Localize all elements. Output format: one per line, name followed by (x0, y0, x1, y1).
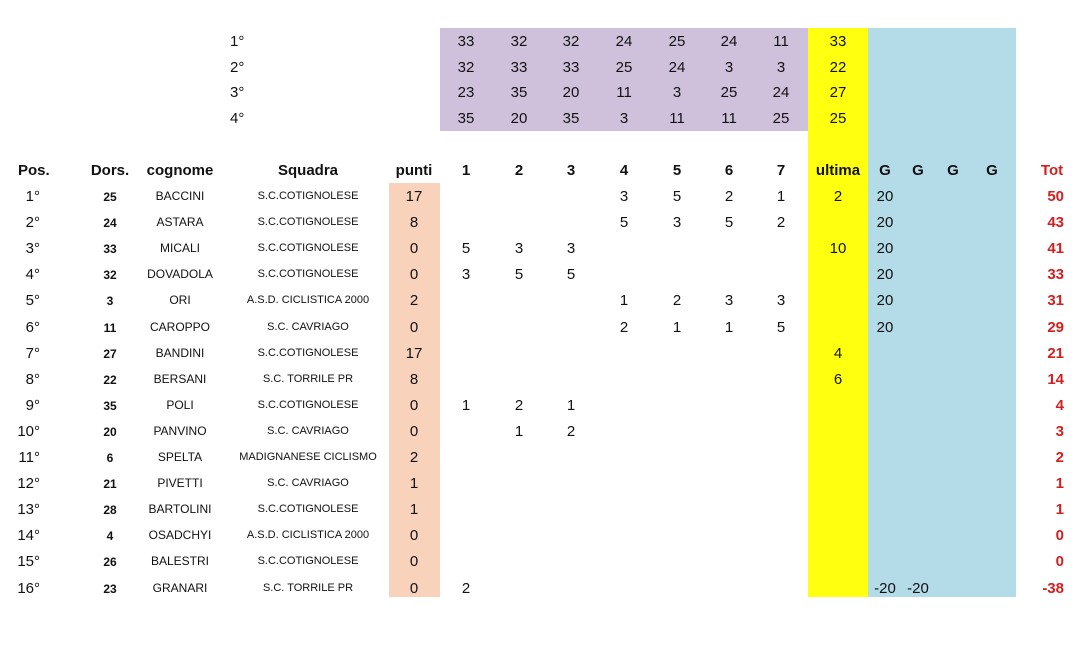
row-dors: 24 (103, 216, 117, 231)
row-punti: 0 (409, 553, 419, 571)
row-tot: 41 (1047, 240, 1064, 258)
top-place-label: 3° (230, 84, 245, 101)
top-sprint-value: 11 (616, 84, 632, 101)
row-sprint-points: 3 (461, 266, 471, 284)
row-g-bonus: 20 (876, 240, 894, 258)
row-dors: 21 (103, 477, 117, 492)
top-sprint-value: 11 (721, 109, 737, 127)
row-sprint-points: 3 (619, 188, 629, 205)
row-sprint-points: 1 (619, 292, 629, 310)
row-tot: 43 (1047, 214, 1064, 232)
row-punti: 1 (409, 501, 419, 519)
row-sprint-points: 1 (672, 318, 682, 336)
row-g-bonus: 20 (876, 188, 894, 205)
top-sprint-value: 32 (457, 58, 475, 76)
bonus-columns-background (868, 28, 1016, 597)
row-sprint-points: 5 (672, 188, 682, 205)
row-pos: 11° (18, 449, 40, 466)
row-cognome: BERSANI (153, 371, 207, 386)
top-ultima-value: 27 (829, 84, 847, 101)
header-sprint: 1 (461, 162, 471, 179)
row-dors: 23 (103, 581, 117, 596)
row-ultima: 2 (833, 188, 843, 205)
row-cognome: BARTOLINI (148, 502, 212, 517)
row-pos: 16° (17, 579, 40, 597)
row-dors: 4 (106, 529, 114, 544)
row-punti: 8 (409, 214, 419, 232)
row-sprint-points: 5 (776, 318, 786, 336)
row-ultima: 4 (833, 344, 843, 362)
top-sprint-value: 3 (672, 84, 682, 101)
row-squadra: S.C.COTIGNOLESE (257, 242, 359, 255)
row-pos: 1° (25, 188, 40, 205)
row-sprint-points: 1 (566, 396, 576, 414)
row-pos: 14° (17, 527, 40, 545)
row-tot: 29 (1047, 318, 1064, 336)
row-punti: 8 (409, 370, 419, 388)
row-sprint-points: 3 (724, 292, 734, 310)
row-cognome: OSADCHYI (148, 528, 212, 543)
row-punti: 2 (409, 292, 419, 310)
row-g-bonus: 20 (876, 214, 894, 232)
header-sprint: 3 (566, 162, 576, 179)
top-sprint-value: 20 (562, 84, 580, 101)
header-sprint: 2 (514, 162, 524, 179)
row-cognome: CAROPPO (149, 319, 211, 334)
row-dors: 32 (103, 268, 117, 283)
row-tot: 2 (1055, 449, 1064, 466)
row-sprint-points: 5 (724, 214, 734, 232)
row-ultima: 6 (833, 370, 843, 388)
top-sprint-value: 3 (724, 58, 734, 76)
header-dors: Dors. (90, 162, 130, 179)
row-cognome: BACCINI (155, 189, 205, 203)
row-squadra: S.C.COTIGNOLESE (257, 346, 359, 359)
row-punti: 0 (409, 240, 419, 258)
header-g: G (986, 162, 998, 179)
top-place-label: 4° (230, 109, 245, 127)
row-tot: 4 (1055, 396, 1064, 414)
row-cognome: POLI (166, 397, 194, 412)
header-g: G (912, 162, 924, 179)
row-sprint-points: 5 (619, 214, 629, 232)
top-ultima-value: 33 (829, 33, 847, 50)
top-sprint-value: 33 (457, 33, 475, 50)
row-dors: 25 (103, 190, 117, 204)
row-sprint-points: 1 (514, 422, 524, 440)
row-sprint-points: 2 (672, 292, 682, 310)
row-punti: 0 (409, 527, 419, 545)
row-sprint-points: 3 (672, 214, 682, 232)
row-squadra: S.C. CAVRIAGO (267, 320, 349, 333)
row-sprint-points: 3 (566, 240, 576, 258)
row-dors: 11 (103, 320, 117, 335)
row-cognome: PIVETTI (157, 476, 203, 491)
row-tot: 0 (1055, 553, 1064, 571)
row-g-bonus: 20 (876, 266, 894, 284)
row-squadra: A.S.D. CICLISTICA 2000 (246, 529, 370, 542)
top-ultima-value: 25 (829, 109, 847, 127)
row-sprint-points: 3 (514, 240, 524, 258)
row-g-bonus: 20 (876, 292, 894, 310)
row-punti: 0 (409, 422, 419, 440)
row-cognome: ORI (169, 293, 191, 308)
top-sprint-value: 33 (562, 58, 580, 76)
row-pos: 10° (17, 422, 40, 440)
top-sprint-value: 32 (562, 33, 580, 50)
header-ultima: ultima (815, 162, 861, 179)
row-squadra: S.C.COTIGNOLESE (257, 216, 359, 229)
row-tot: 50 (1047, 188, 1064, 205)
row-sprint-points: 1 (776, 188, 786, 205)
row-squadra: S.C. CAVRIAGO (267, 477, 349, 490)
row-punti: 17 (405, 344, 423, 362)
top-sprint-value: 20 (510, 109, 528, 127)
row-pos: 4° (25, 266, 40, 284)
top-place-label: 2° (230, 58, 245, 76)
row-dors: 3 (106, 294, 114, 309)
header-cognome: cognome (146, 162, 214, 179)
row-squadra: A.S.D. CICLISTICA 2000 (246, 294, 370, 307)
top-sprint-value: 11 (773, 33, 789, 50)
row-sprint-points: 3 (776, 292, 786, 310)
row-cognome: BALESTRI (150, 554, 210, 569)
top-sprint-value: 11 (669, 109, 685, 127)
top-sprint-value: 25 (720, 84, 738, 101)
header-squadra: Squadra (277, 162, 339, 179)
row-sprint-points: 2 (724, 188, 734, 205)
top-sprint-value: 25 (615, 58, 633, 76)
row-dors: 20 (103, 424, 117, 439)
row-cognome: GRANARI (152, 580, 208, 595)
row-pos: 8° (25, 370, 40, 388)
row-tot: 31 (1047, 292, 1064, 310)
row-punti: 0 (409, 579, 419, 597)
top-place-label: 1° (230, 33, 245, 50)
top-sprint-value: 23 (457, 84, 475, 101)
row-pos: 12° (17, 475, 40, 493)
row-tot: -38 (1042, 579, 1064, 597)
row-tot: 3 (1055, 422, 1064, 440)
top-sprint-value: 35 (562, 109, 580, 127)
top-sprint-value: 3 (776, 58, 786, 76)
row-sprint-points: 2 (461, 579, 471, 597)
row-sprint-points: 5 (566, 266, 576, 284)
top-sprint-value: 33 (510, 58, 528, 76)
header-g: G (879, 162, 891, 179)
row-sprint-points: 1 (724, 318, 734, 336)
header-punti: punti (395, 162, 433, 179)
row-cognome: ASTARA (156, 215, 204, 230)
row-pos: 15° (17, 553, 40, 571)
row-tot: 1 (1055, 501, 1064, 519)
row-punti: 17 (405, 188, 423, 205)
row-dors: 6 (106, 451, 114, 465)
row-squadra: S.C. CAVRIAGO (267, 424, 349, 437)
row-dors: 22 (103, 372, 117, 387)
row-pos: 2° (25, 214, 40, 232)
row-tot: 0 (1055, 527, 1064, 545)
header-g: G (947, 162, 959, 179)
row-sprint-points: 2 (566, 422, 576, 440)
top-sprint-value: 25 (668, 33, 686, 50)
top-sprint-value: 24 (772, 84, 790, 101)
top-sprint-value: 24 (720, 33, 738, 50)
row-pos: 13° (17, 501, 40, 519)
row-sprint-points: 2 (514, 396, 524, 414)
row-cognome: PANVINO (153, 423, 207, 438)
row-dors: 28 (103, 503, 117, 518)
row-pos: 9° (25, 396, 40, 414)
header-sprint: 7 (776, 162, 786, 179)
top-sprint-value: 25 (772, 109, 790, 127)
header-pos: Pos. (18, 162, 50, 179)
header-sprint: 5 (672, 162, 682, 179)
row-punti: 0 (409, 396, 419, 414)
row-pos: 5° (25, 292, 40, 310)
row-pos: 3° (25, 240, 40, 258)
top-sprint-value: 35 (510, 84, 528, 101)
row-cognome: SPELTA (157, 450, 203, 464)
top-sprint-value: 24 (615, 33, 633, 50)
row-punti: 0 (409, 266, 419, 284)
row-ultima: 10 (829, 240, 847, 258)
row-g-bonus: -20 (907, 579, 929, 597)
row-cognome: DOVADOLA (147, 267, 213, 282)
row-dors: 33 (103, 242, 117, 257)
row-cognome: MICALI (159, 241, 201, 256)
row-tot: 33 (1047, 266, 1064, 284)
row-sprint-points: 5 (514, 266, 524, 284)
top-ultima-value: 22 (829, 58, 847, 76)
row-tot: 21 (1047, 344, 1064, 362)
row-squadra: S.C.COTIGNOLESE (257, 268, 359, 281)
row-squadra: S.C.COTIGNOLESE (257, 190, 359, 202)
top-sprint-value: 35 (457, 109, 475, 127)
row-punti: 0 (409, 318, 419, 336)
row-squadra: S.C.COTIGNOLESE (257, 398, 359, 411)
top-sprint-value: 24 (668, 58, 686, 76)
row-squadra: S.C. TORRILE PR (262, 581, 354, 594)
header-sprint: 4 (619, 162, 629, 179)
row-dors: 27 (103, 346, 117, 361)
header-tot: Tot (1040, 162, 1064, 179)
row-sprint-points: 2 (776, 214, 786, 232)
row-tot: 1 (1055, 475, 1064, 493)
row-squadra: S.C.COTIGNOLESE (257, 555, 359, 568)
row-punti: 1 (409, 475, 419, 493)
row-squadra: S.C. TORRILE PR (262, 372, 354, 385)
header-sprint: 6 (724, 162, 734, 179)
row-sprint-points: 2 (619, 318, 629, 336)
row-g-bonus: -20 (874, 579, 896, 597)
row-dors: 35 (103, 398, 117, 413)
top-sprint-value: 32 (510, 33, 528, 50)
row-dors: 26 (103, 555, 117, 570)
row-squadra: MADIGNANESE CICLISMO (239, 451, 377, 463)
row-punti: 2 (409, 449, 419, 466)
row-cognome: BANDINI (155, 345, 205, 360)
row-sprint-points: 5 (461, 240, 471, 258)
row-tot: 14 (1047, 370, 1064, 388)
row-sprint-points: 1 (461, 396, 471, 414)
top-sprint-value: 3 (619, 109, 629, 127)
row-pos: 7° (25, 344, 40, 362)
row-pos: 6° (25, 318, 40, 336)
row-g-bonus: 20 (876, 318, 894, 336)
row-squadra: S.C.COTIGNOLESE (257, 503, 359, 516)
